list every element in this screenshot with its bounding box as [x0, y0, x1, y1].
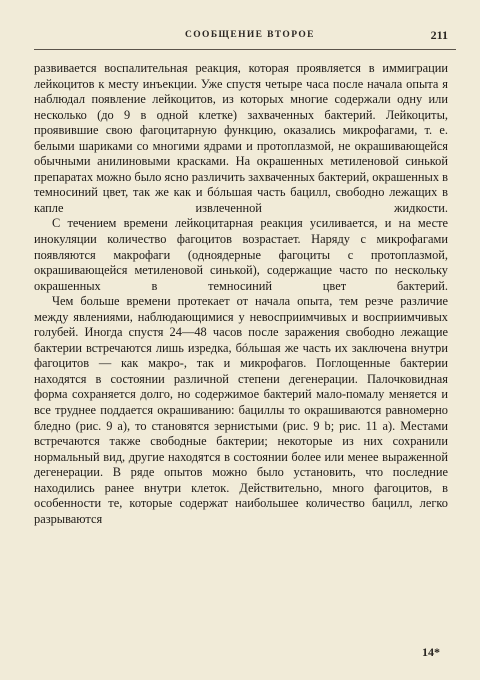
page-number: 211 — [430, 28, 448, 42]
body-text — [34, 61, 448, 527]
page-header — [30, 28, 460, 48]
paragraph-2: С течением времени лейкоцитарная реакция усиливается, и на месте инокуляции количество фагоцитов возрастает. Наряду с микрофагами появляются макрофаги (одноядерные фагоциты с протоплазмой, окрашивающейся метиленовой синькой), содержащие часто по нескольку окрашенных в темносиний цвет бактерий. — [34, 216, 448, 293]
paragraph-1: развивается воспалительная реакция, которая проявляется в иммиграции лейкоцитов к месту инъекции. Уже спустя четыре часа после начала опыта я наблюдал появление лейкоцитов, из которых многие содержали одну или несколько (до 9 в одной клетке) захваченных бактерий. Лейкоциты, проявившие свою фагоцитарную функцию, оказались микрофагами, т. е. белыми шариками со многими ядрами и протоплазмой, не окрашивающейся обычными анилиновыми красками. На окрашенных метиленовой синькой препаратах можно было ясно различить захваченных бактерий, окрашенных в темносиний цвет, так же как и бóльшая часть бацилл, свободно лежащих в капле извлеченной жидкости. — [34, 61, 448, 215]
signature-mark: 14* — [422, 645, 440, 659]
header-rule — [34, 49, 456, 50]
running-head: СООБЩЕНИЕ ВТОРОЕ — [185, 30, 315, 40]
paragraph-3: Чем больше времени протекает от начала опыта, тем резче различие между явлениями, наблюдающимися у невосприимчивых и восприимчивых голубей. Иногда спустя 24—48 часов после заражения свободно лежащие бактерии встречаются лишь изредка, бóльшая же часть их заключена внутри фагоцитов — как макро-, так и микрофагов. Поглощенные бактерии находятся в состоянии различной степени дегенерации. Палочковидная форма сохраняется долго, но содержимое бактерий мало-помалу меняется и все труднее поддается окрашиванию: бациллы то окрашиваются равномерно бледно (рис. 9 a), то становятся зернистыми (рис. 9 b; рис. 11 a). Местами встречаются также свободные бактерии; некоторые из них сохранили нормальный вид, другие находятся в состоянии более или менее выраженной дегенерации. В ряде опытов можно было установить, что последние находились ранее внутри клеток. Действительно, много фагоцитов, в особенности те, которые содержат наибольшее количество бацилл, легко разрываются — [34, 294, 448, 526]
